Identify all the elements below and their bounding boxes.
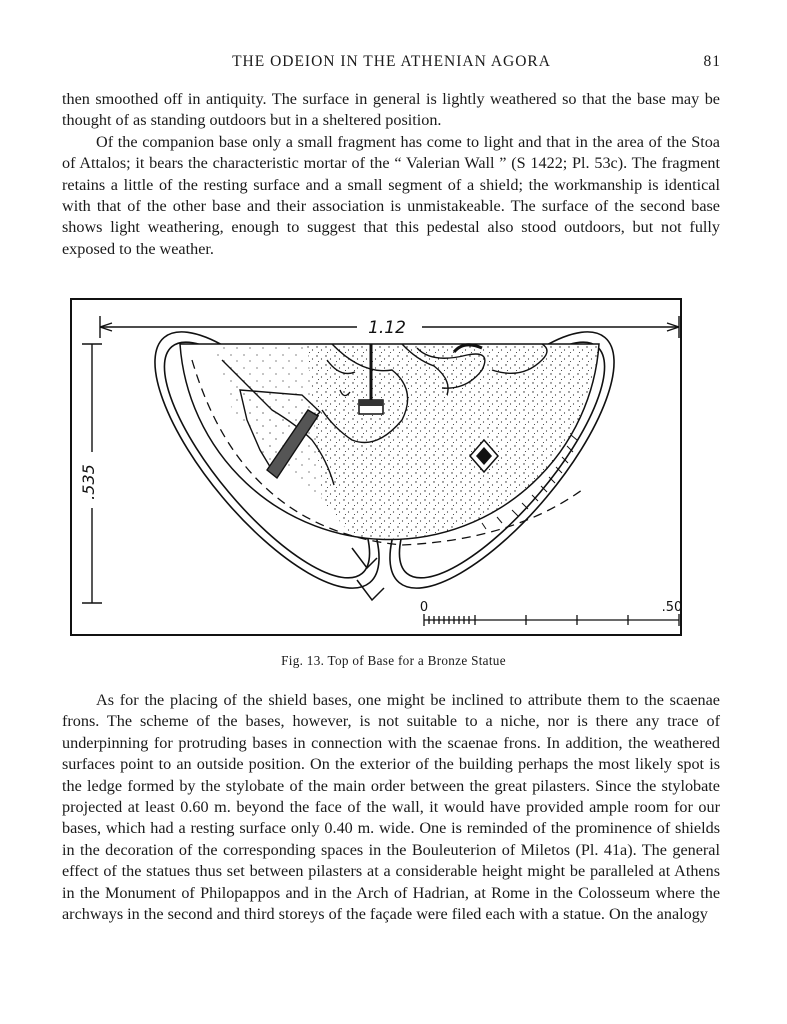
scale-bar bbox=[424, 614, 679, 626]
figure-13 bbox=[70, 298, 682, 636]
width-label: 1.12 bbox=[368, 318, 406, 338]
scale-start-label: 0 bbox=[419, 600, 429, 615]
figure-caption: Fig. 13. Top of Base for a Bronze Statue bbox=[281, 653, 506, 668]
paragraph-continued: then smoothed off in antiquity. The surface in general is lightly weathered so that the base may be thought of as standing outdoors but in a sheltered position. bbox=[62, 90, 720, 130]
page-number: 81 bbox=[703, 53, 721, 70]
paragraph-placing-shields: As for the placing of the shield bases, one might be inclined to attribute them to the scaenae frons. The scheme of the bases, however, is not suitable to a niche, nor is there any trace of underpinning for protruding bases in connection with the scaenae frons. In addition, the weathered surfaces point to an outside position. On the exterior of the building perhaps the most likely spot is the ledge formed by the stylobate of the main order between the great pilasters. Since the stylobate projected at least 0.60 m. beyond the face of the wall, it would have provided ample room for our bases, which had a resting surface only 0.40 m. wide. One is reminded of the prominence of shields in the decoration of the corresponding spaces in the Bouleuterion of Miletos (Pl. 41a). The general effect of the statues thus set between pilasters at a considerable height might be paralleled at Athens in the Monument of Philopappos and in the Arch of Hadrian, at Rome in the Colosseum where the archways in the second and third storeys of the façade were filed each with a statue. On the analogy bbox=[62, 691, 720, 924]
running-head bbox=[62, 53, 721, 75]
running-title: THE ODEION IN THE ATHENIAN AGORA bbox=[232, 53, 551, 70]
text-block-bottom bbox=[62, 690, 720, 925]
height-label: .535 bbox=[79, 464, 98, 500]
text-block-top bbox=[62, 89, 720, 260]
paragraph-companion-base: Of the companion base only a small fragment has come to light and that in the area of the Stoa of Attalos; it bears the characteristic mortar of the “ Valerian Wall ” (S 1422; Pl. 53c). The fragment retains a little of the resting surface and a small segment of a shield; the workmanship is identical with that of the other base and their association is unmistakeable. The surface of the second base shows light weathering, enough to suggest that this pedestal also stood outdoors, but not fully exposed to the weather. bbox=[62, 132, 720, 258]
scale-end-label: .50 bbox=[661, 600, 683, 615]
figure-drawing bbox=[72, 300, 683, 634]
